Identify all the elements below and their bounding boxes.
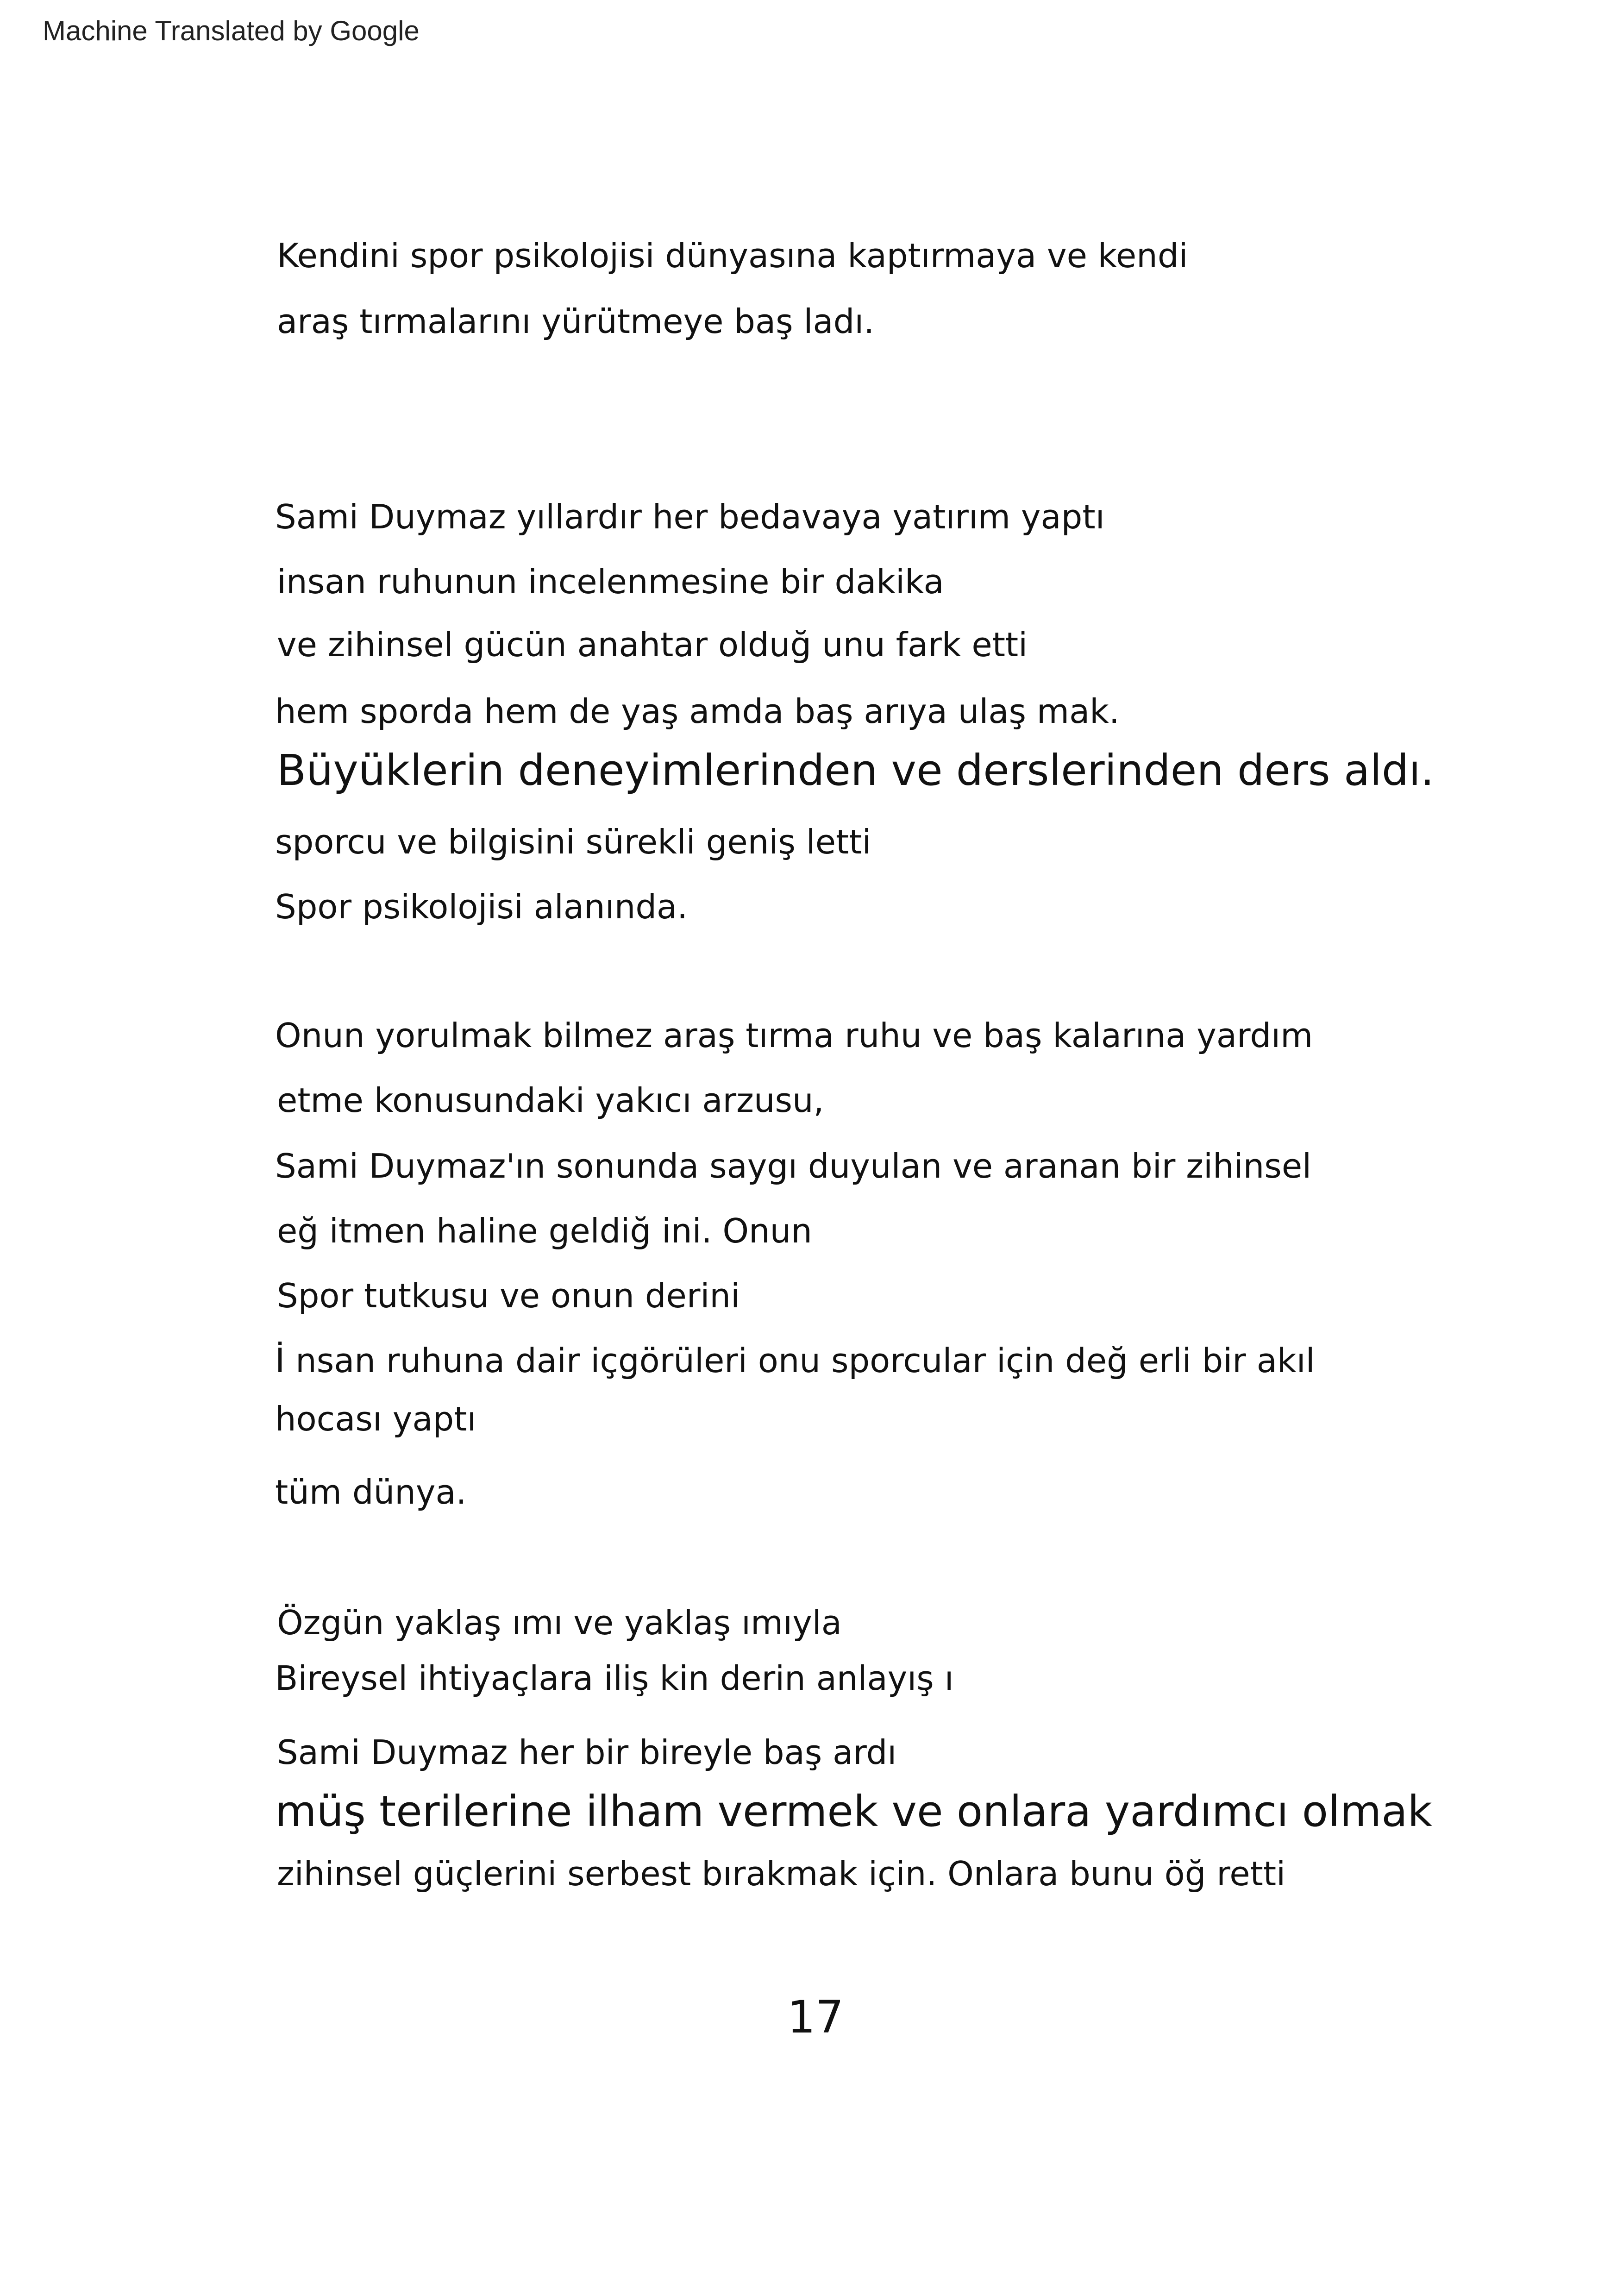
paragraph-line: sporcu ve bilgisini sürekli geniş letti: [275, 822, 871, 861]
paragraph-line: hocası yaptı: [275, 1399, 476, 1438]
paragraph-line: insan ruhunun incelenmesine bir dakika: [277, 562, 944, 601]
paragraph-line: Spor psikolojisi alanında.: [275, 887, 688, 926]
paragraph-line: zihinsel güçlerini serbest bırakmak için. Onlara bunu öğ retti: [277, 1854, 1286, 1893]
page-number: 17: [787, 1991, 844, 2043]
paragraph-line: Spor tutkusu ve onun derini: [277, 1276, 740, 1315]
paragraph-line: hem sporda hem de yaş amda baş arıya ulaş mak.: [275, 692, 1120, 731]
paragraph-line: Büyüklerin deneyimlerinden ve derslerinden ders aldı.: [277, 746, 1435, 795]
paragraph-line: müş terilerine ilham vermek ve onlara yardımcı olmak: [275, 1787, 1432, 1836]
paragraph-line: Özgün yaklaş ımı ve yaklaş ımıyla: [277, 1603, 842, 1642]
paragraph-line: araş tırmalarını yürütmeye baş ladı.: [277, 302, 875, 341]
paragraph-line: eğ itmen haline geldiğ ini. Onun: [277, 1211, 812, 1250]
paragraph-line: Bireysel ihtiyaçlara iliş kin derin anlayış ı: [275, 1659, 954, 1698]
paragraph-line: tüm dünya.: [275, 1473, 467, 1512]
paragraph-line: Sami Duymaz yıllardır her bedavaya yatırım yaptı: [275, 497, 1105, 536]
machine-translation-header: Machine Translated by Google: [43, 15, 420, 46]
paragraph-line: ve zihinsel gücün anahtar olduğ unu fark etti: [277, 625, 1028, 664]
paragraph-line: Sami Duymaz'ın sonunda saygı duyulan ve aranan bir zihinsel: [275, 1147, 1312, 1186]
paragraph-line: Onun yorulmak bilmez araş tırma ruhu ve baş kalarına yardım: [275, 1016, 1313, 1055]
paragraph-line: Sami Duymaz her bir bireyle baş ardı: [277, 1733, 897, 1772]
paragraph-line: İ nsan ruhuna dair içgörüleri onu sporcular için değ erli bir akıl: [275, 1341, 1315, 1380]
paragraph-line: Kendini spor psikolojisi dünyasına kaptırmaya ve kendi: [277, 236, 1188, 275]
paragraph-line: etme konusundaki yakıcı arzusu,: [277, 1081, 824, 1120]
